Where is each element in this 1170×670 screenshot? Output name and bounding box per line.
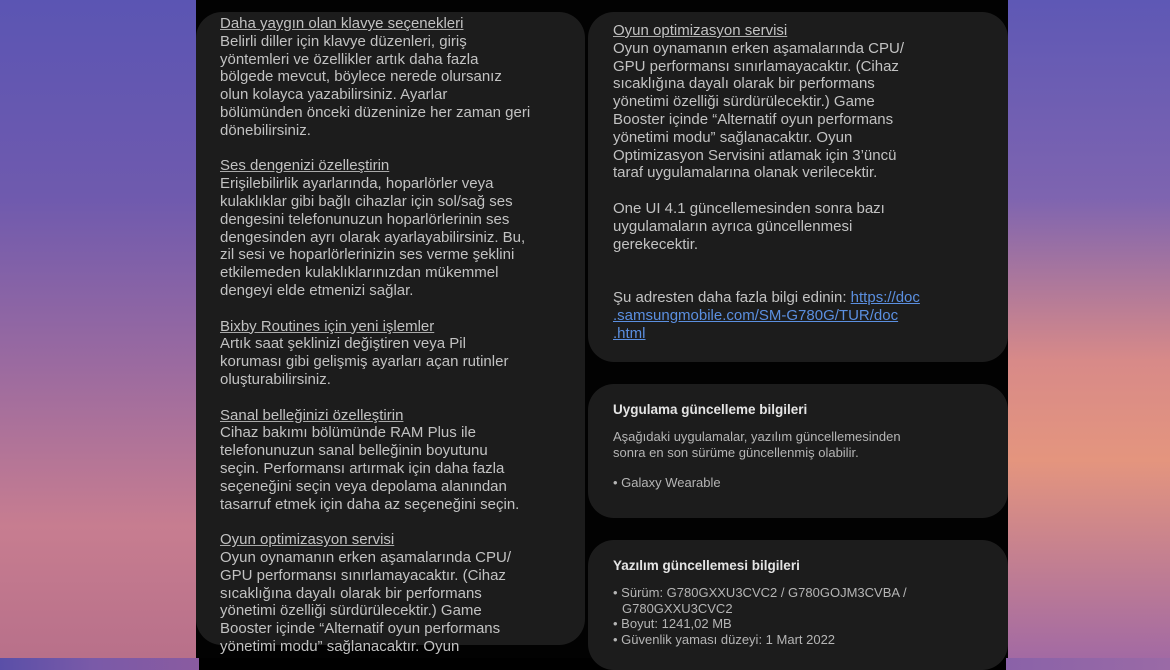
section-text: sıcaklığına dayalı olarak bir performans: [613, 75, 875, 93]
section-text: oluşturabilirsiniz.: [220, 370, 331, 388]
section-text: Optimizasyon Servisini atlamak için 3’üncü: [613, 146, 897, 164]
section-text: telefonunuzun sanal belleğinin boyutunu: [220, 442, 488, 460]
section-text: Artık saat şeklinizi değiştiren veya Pil: [220, 335, 466, 353]
section-text: Belirli diller için klavye düzenleri, giriş: [220, 32, 467, 50]
section-text: dönebilirsiniz.: [220, 121, 311, 139]
section-text: Booster içinde “Alternatif oyun performans: [220, 620, 501, 638]
section-text: Booster içinde “Alternatif oyun performans: [613, 110, 894, 128]
software-info-item: • Güvenlik yaması düzeyi: 1 Mart 2022: [613, 631, 836, 647]
more-info-text: Şu adresten daha fazla bilgi edinin:: [613, 288, 851, 306]
section-text: yönetimi modu” sağlanacaktır. Oyun: [613, 128, 853, 146]
doc-link[interactable]: .html: [613, 324, 646, 342]
section-text: dengesinden ayrı olarak ayarlayabilirsiniz. Bu,: [220, 228, 526, 246]
changelog-card-left: [196, 12, 585, 655]
section-heading: Sanal belleğinizi özelleştirin: [220, 406, 404, 424]
section-text: koruması gibi gelişmiş ayarları açan rutinler: [220, 353, 509, 371]
section-heading: Oyun optimizasyon servisi: [220, 531, 395, 549]
section-text: sıcaklığına dayalı olarak bir performans: [220, 584, 482, 602]
section-text: Oyun oynamanın erken aşamalarında CPU/: [220, 548, 511, 566]
section-text: taraf uygulamalarına olanak verilecektir.: [613, 164, 878, 182]
section-text: dengeyi elde etmenizi sağlar.: [220, 281, 414, 299]
section-heading: Daha yaygın olan klavye seçenekleri: [220, 15, 464, 32]
section-heading: Bixby Routines için yeni işlemler: [220, 317, 435, 335]
section-text: Erişilebilirlik ayarlarında, hoparlörler veya: [220, 175, 494, 193]
section-text: yönetimi modu” sağlanacaktır. Oyun: [220, 637, 460, 655]
doc-link[interactable]: .samsungmobile.com/SM-G780G/TUR/doc: [613, 306, 899, 324]
section-text: Cihaz bakımı bölümünde RAM Plus ile: [220, 424, 476, 442]
section-heading: Oyun optimizasyon servisi: [613, 22, 788, 39]
blurred-wallpaper-right: [1008, 0, 1170, 658]
blurred-wallpaper-left: [0, 0, 196, 658]
note-text: uygulamaların ayrıca güncellenmesi: [613, 217, 853, 235]
section-text: seçin. Performansı artırmak için daha fazla: [220, 459, 505, 477]
section-text: olun kolayca yazabilirsiniz. Ayarlar: [220, 86, 448, 104]
note-text: gerekecektir.: [613, 235, 699, 253]
section-text: yönetimi özelliği sürdürülecektir.) Game: [613, 93, 875, 111]
software-update-card: [588, 540, 1008, 670]
changelog-card-right: [588, 12, 1008, 362]
section-text: etkilemeden kulaklıklarınızdan mükemmel: [220, 264, 499, 282]
section-text: GPU performansı sınırlamayacaktır. (Cihaz: [613, 57, 899, 75]
note-text: One UI 4.1 güncellemesinden sonra bazı: [613, 199, 885, 217]
app-update-title: Uygulama güncelleme bilgileri: [613, 402, 808, 417]
software-info-item: • Boyut: 1241,02 MB: [613, 616, 732, 631]
phone-screenshots: [196, 0, 1008, 658]
section-text: seçeneğini seçin veya depolama alanından: [220, 477, 507, 495]
section-text: GPU performansı sınırlamayacaktır. (Cihaz: [220, 566, 506, 584]
section-heading: Ses dengenizi özelleştirin: [220, 157, 390, 175]
software-info-item: • Sürüm: G780GXXU3CVC2 / G780GOJM3CVBA /: [613, 585, 907, 600]
app-update-text: sonra en son sürüme güncellenmiş olabilir.: [613, 444, 859, 460]
section-text: tasarruf etmek için daha az seçeneğini seçin.: [220, 495, 520, 513]
section-text: Oyun oynamanın erken aşamalarında CPU/: [613, 39, 904, 57]
software-update-title: Yazılım güncellemesi bilgileri: [613, 558, 800, 573]
section-text: zil sesi ve hoparlörlerinizin ses verme şeklini: [220, 246, 515, 264]
section-text: bölgede mevcut, böylece nerede olursanız: [220, 68, 502, 86]
section-text: yöntemleri ve özellikler artık daha fazla: [220, 50, 479, 68]
section-text: yönetimi özelliği sürdürülecektir.) Game: [220, 602, 482, 620]
app-update-card: [588, 384, 1008, 518]
section-text: kulaklıklar gibi bağlı cihazlar için sol/sağ ses: [220, 192, 513, 210]
doc-link[interactable]: https://doc: [850, 288, 920, 306]
section-text: bölümünden önceki düzeninize her zaman geri: [220, 103, 531, 121]
app-list-item: • Galaxy Wearable: [613, 475, 721, 490]
section-text: dengesini telefonunuzun hoparlörlerinin ses: [220, 210, 510, 228]
software-info-item: G780GXXU3CVC2: [622, 600, 733, 616]
app-update-text: Aşağıdaki uygulamalar, yazılım güncellemesinden: [613, 429, 901, 444]
